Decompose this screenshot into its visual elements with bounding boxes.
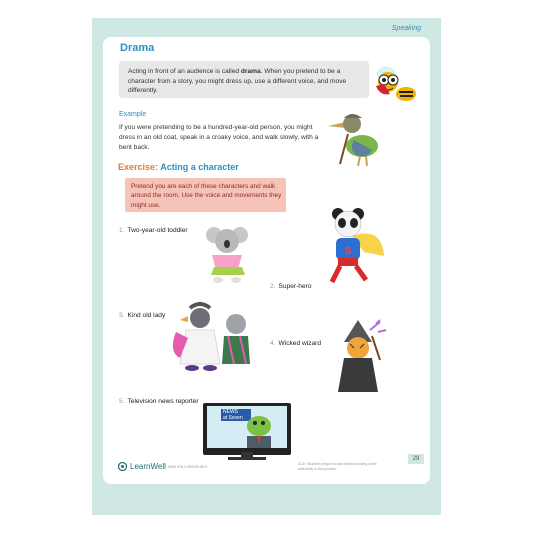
- footer-note: ACE: Students began to add details showing some selectivity in the process.: [298, 462, 377, 471]
- toddler-koala-image: [200, 225, 258, 287]
- page-title: Drama: [120, 42, 155, 54]
- character-item-5: 5. Television news reporter: [119, 398, 199, 405]
- section-header: Speaking: [391, 25, 421, 32]
- kind-old-lady-image: [166, 302, 256, 374]
- example-heading: Example: [119, 111, 147, 118]
- exercise-heading: Exercise: Acting a character: [118, 162, 239, 172]
- learnwell-logo: LearnWell: [118, 462, 166, 471]
- character-item-4: 4. Wicked wizard: [270, 340, 322, 347]
- superhero-panda-image: [316, 206, 390, 290]
- character-item-1: 1. Two-year-old toddler: [119, 227, 188, 234]
- page-number: 29: [408, 454, 424, 464]
- definition-text: Acting in front of an audience is called drama. When you pretend to be a character from a story, you might dress up, use a different voice, and move differently.: [128, 68, 347, 94]
- character-item-2: 2. Super-hero: [270, 283, 312, 290]
- tv-screen: [203, 403, 291, 455]
- character-item-3: 3. Kind old lady: [119, 312, 166, 319]
- tv-news-sublabel: at Seven: [223, 415, 243, 421]
- example-text: If you were pretending to be a hundred-year-old person, you might dress in an old coat, speak in a croaky voice, and walk slowly, with a bent back.: [119, 124, 319, 151]
- news-reporter-dinosaur-image: [239, 414, 279, 448]
- wicked-wizard-image: [334, 318, 388, 398]
- tv-stand: [228, 457, 266, 460]
- svg-text:S: S: [344, 246, 352, 257]
- learnwell-logo-icon: [118, 462, 127, 471]
- isbn-text: ISBN 978-0-990025-65-9: [168, 465, 208, 469]
- tv-news-label: NEWS: [223, 409, 238, 415]
- bee-mascot-image: [366, 56, 424, 106]
- instructions-text: Pretend you are each of these characters and walk around the room. Use the voice and movements they might use.: [131, 183, 282, 209]
- old-bird-image: [318, 106, 388, 168]
